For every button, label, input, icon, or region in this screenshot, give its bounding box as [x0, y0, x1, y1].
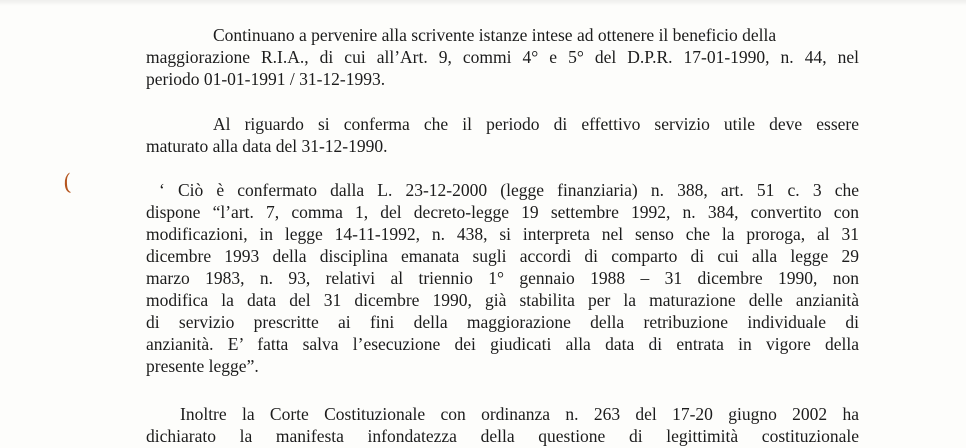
text-line: periodo 01-01-1991 / 31-12-1993.: [146, 69, 386, 89]
text-line: dicembre 1993 della disciplina emanata sugli accordi di comparto di cui alla legge 29: [146, 246, 859, 266]
text-line: modifica la data del 31 dicembre 1990, già stabilita per la maturazione delle anzianità: [146, 290, 859, 310]
text-line: marzo 1983, n. 93, relativi al triennio 1° gennaio 1988 – 31 dicembre 1990, non: [146, 268, 859, 288]
text-line: di servizio prescritte ai fini della maggiorazione della retribuzione individuale di: [146, 312, 859, 332]
text-line: dichiarato la manifesta infondatezza della questione di legittimità costituzionale: [146, 426, 859, 446]
text-line: Inoltre la Corte Costituzionale con ordinanza n. 263 del 17-20 giugno 2002 ha: [180, 404, 859, 424]
text-line: presente legge”.: [146, 356, 259, 376]
text-line: modificazioni, in legge 14-11-1992, n. 438, si interpreta nel senso che la proroga, al 31: [146, 224, 859, 244]
scan-shadow: [0, 0, 966, 6]
margin-mark: (: [60, 170, 75, 197]
text-line: ‘ Ciò è confermato dalla L. 23-12-2000 (legge finanziaria) n. 388, art. 51 c. 3 che: [159, 180, 859, 200]
text-line: maggiorazione R.I.A., di cui all’Art. 9, commi 4° e 5° del D.P.R. 17-01-1990, n. 44, nel: [146, 47, 859, 67]
text-line: Continuano a pervenire alla scrivente istanze intese ad ottenere il beneficio della: [213, 25, 777, 45]
text-line: anzianità. E’ fatta salva l’esecuzione dei giudicati alla data di entrata in vigore della: [146, 334, 859, 354]
text-line: maturato alla data del 31-12-1990.: [146, 136, 388, 156]
text-line: Al riguardo si conferma che il periodo di effettivo servizio utile deve essere: [213, 114, 859, 134]
text-line: dispone “l’art. 7, comma 1, del decreto-legge 19 settembre 1992, n. 384, convertito con: [146, 202, 859, 222]
